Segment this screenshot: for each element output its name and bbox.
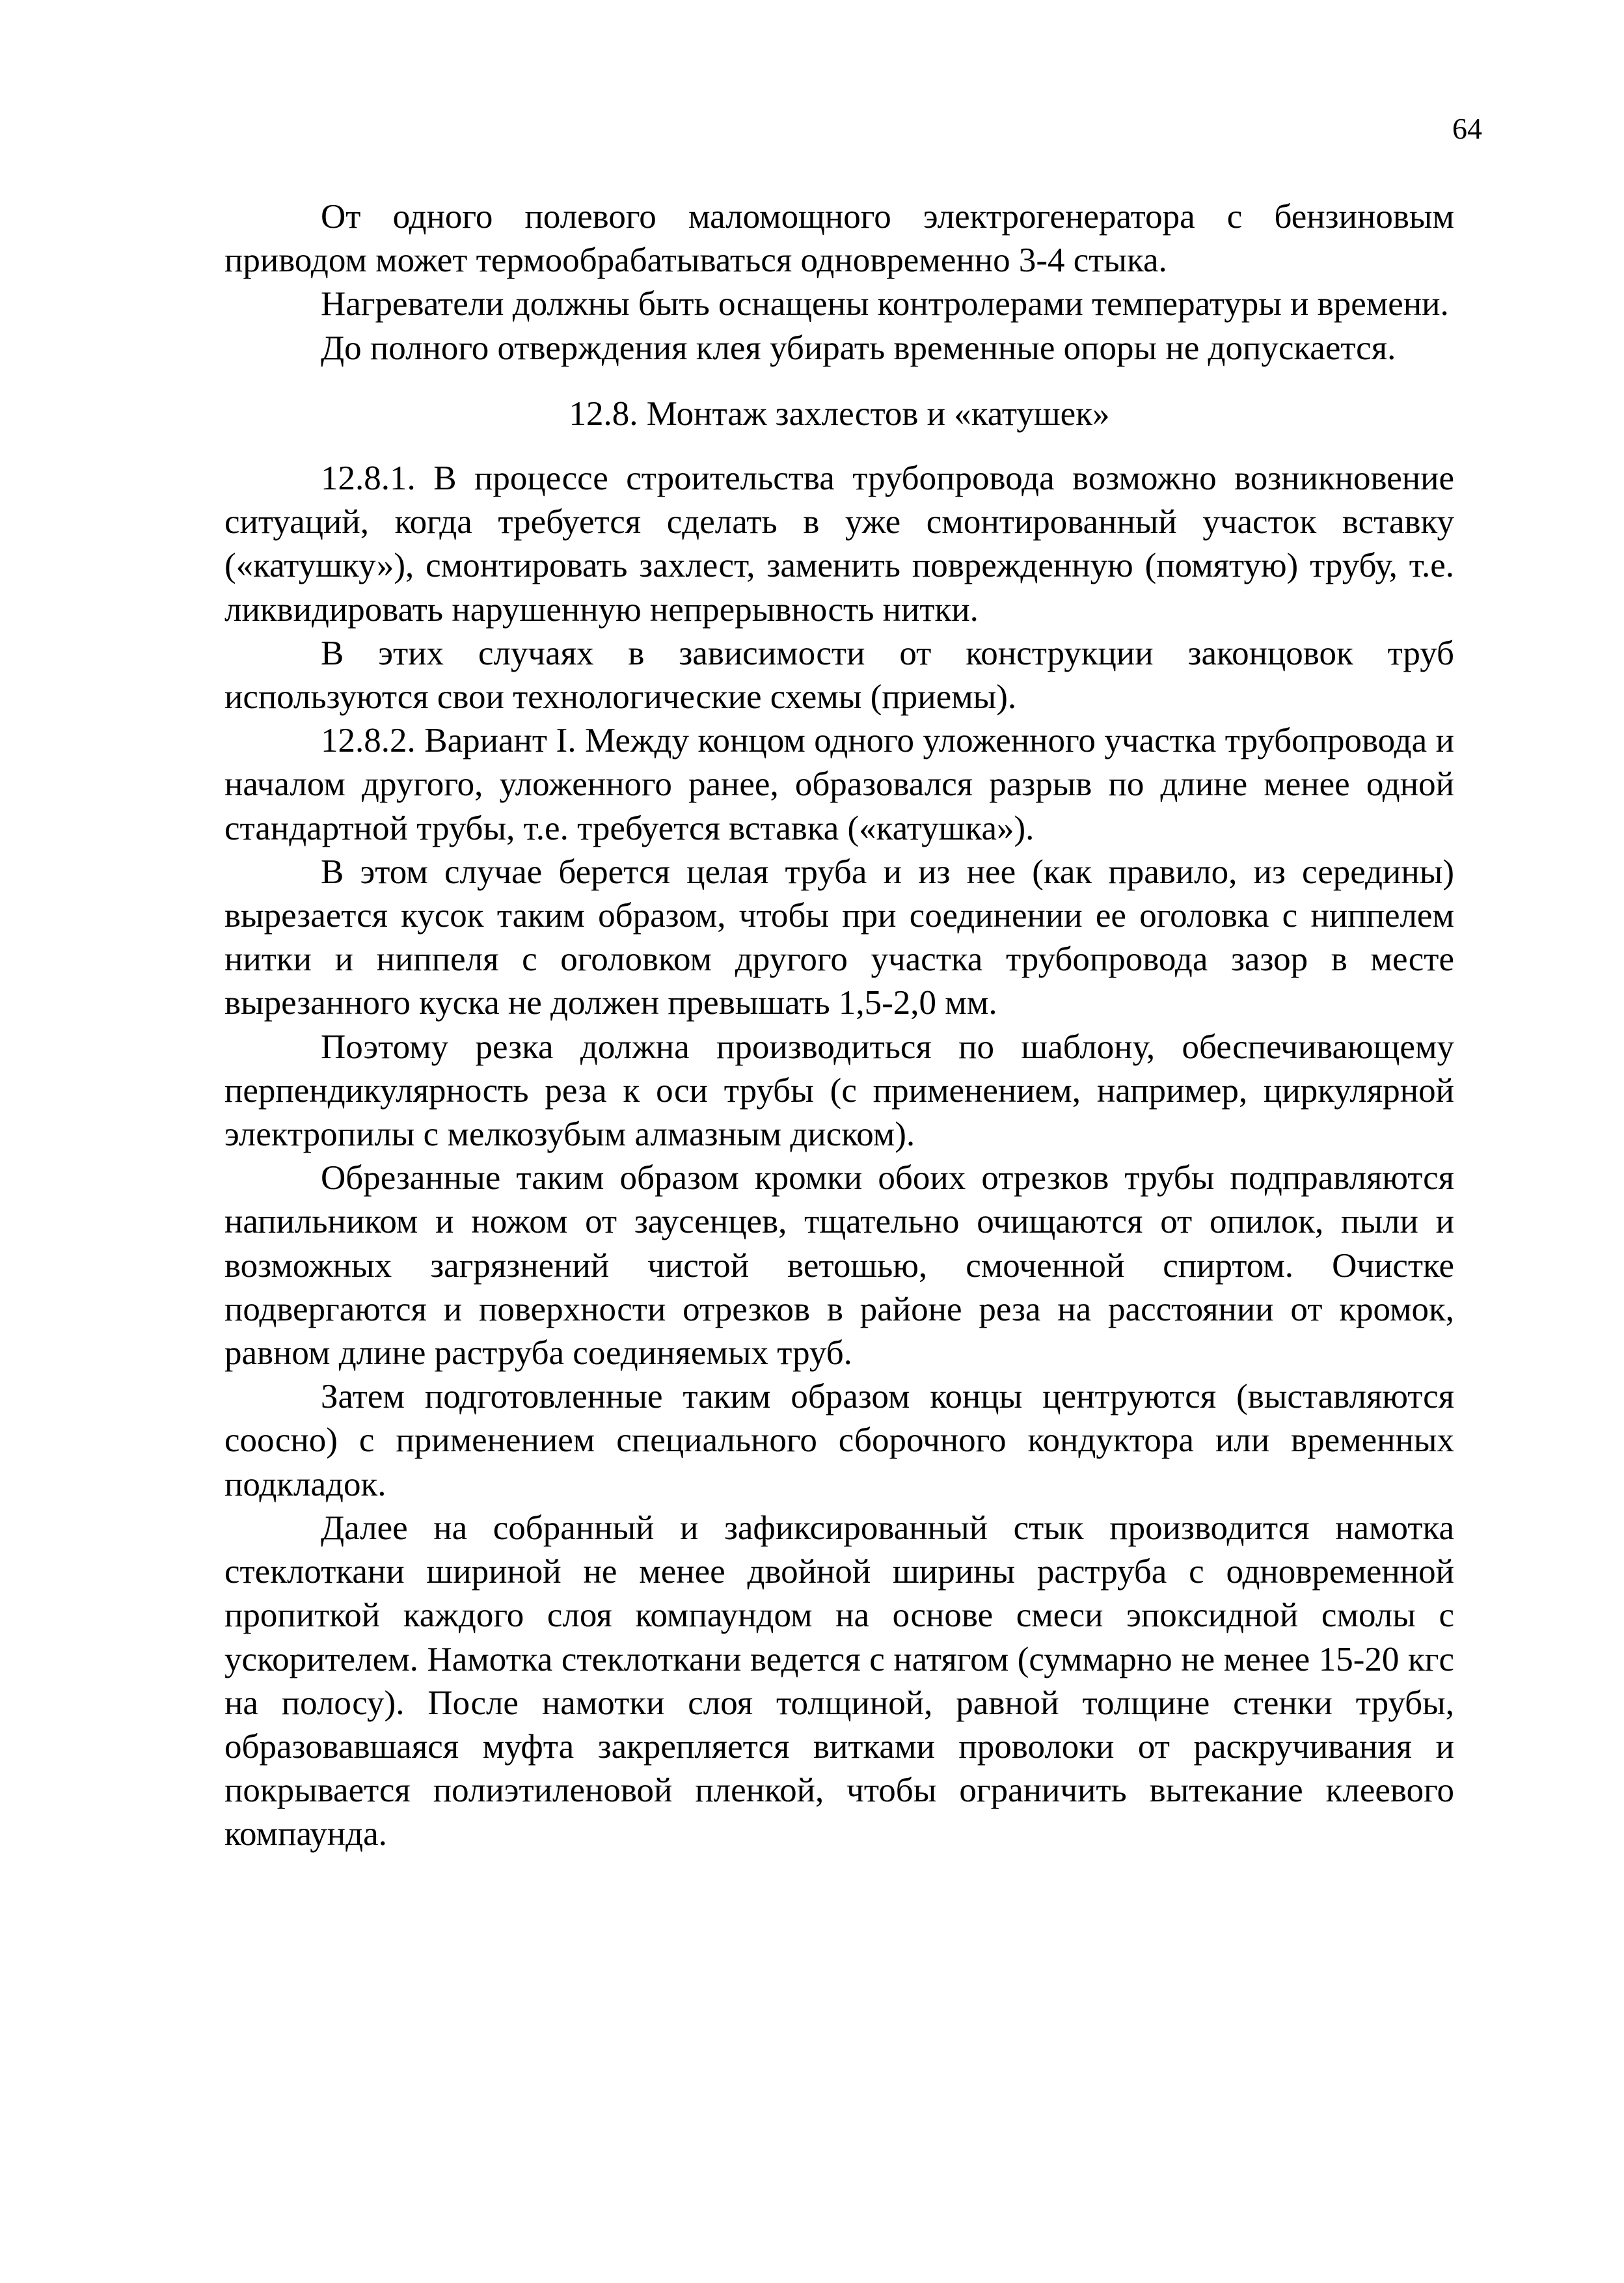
- paragraph-12-8-1: 12.8.1. В процессе строительства трубопровода возможно возникновение ситуаций, когда требуется сделать в уже смонтированный участок вставку («катушку»), смонтировать захлест, заменить поврежденную (помятую) трубу, т.е. ликвидировать нарушенную непрерывность нитки.: [224, 459, 1454, 629]
- paragraph-12-8-2: 12.8.2. Вариант I. Между концом одного уложенного участка трубопровода и началом другого, уложенного ранее, образовался разрыв по длине менее одной стандартной трубы, т.е. требуется вставка («катушка»).: [224, 722, 1454, 847]
- page-content: [224, 195, 1454, 1857]
- paragraph-heaters: Нагреватели должны быть оснащены контролерами температуры и времени.: [321, 285, 1449, 323]
- paragraph-winding: Далее на собранный и зафиксированный стык производится намотка стеклоткани шириной не менее двойной ширины раструба с одновременной пропиткой каждого слоя компаундом на основе смеси эпоксидной смолы с ускорителем. Намотка стеклоткани ведется с натягом (суммарно не менее 15-20 кгс на полосу). После намотки слоя толщиной, равной толщине стенки трубы, образовавшаяся муфта закрепляется витками проволоки от раскручивания и покрывается полиэтиленовой пленкой, чтобы ограничить вытекание клеевого компаунда.: [224, 1509, 1454, 1853]
- page-number: 64: [1452, 112, 1482, 145]
- paragraph-cutting-piece: В этом случае берется целая труба и из нее (как правило, из середины) вырезается кусок таким образом, чтобы при соединении ее оголовка с ниппелем нитки и ниппеля с оголовком другого участка трубопровода зазор в месте вырезанного куска не должен превышать 1,5-2,0 мм.: [224, 853, 1454, 1022]
- section-heading: 12.8. Монтаж захлестов и «катушек»: [569, 394, 1110, 433]
- paragraph-supports: До полного отверждения клея убирать временные опоры не допускается.: [321, 329, 1396, 367]
- paragraph-schemes: В этих случаях в зависимости от конструкции законцовок труб используются свои технологические схемы (приемы).: [224, 634, 1454, 717]
- paragraph-edge-cleaning: Обрезанные таким образом кромки обоих отрезков трубы подправляются напильником и ножом от заусенцев, тщательно очищаются от опилок, пыли и возможных загрязнений чистой ветошью, смоченной спиртом. Очистке подвергаются и поверхности отрезков в районе реза на расстоянии от кромок, равном длине раструба соединяемых труб.: [224, 1159, 1454, 1373]
- paragraph-template-cut: Поэтому резка должна производиться по шаблону, обеспечивающему перпендикулярность реза к оси трубы (с применением, например, циркулярной электропилы с мелкозубым алмазным диском).: [224, 1028, 1454, 1154]
- paragraph-centering: Затем подготовленные таким образом концы центруются (выставляются соосно) с применением специального сборочного кондуктора или временных подкладок.: [224, 1378, 1454, 1503]
- paragraph-generator: От одного полевого маломощного электрогенератора с бензиновым приводом может термообрабатываться одновременно 3-4 стыка.: [224, 198, 1454, 280]
